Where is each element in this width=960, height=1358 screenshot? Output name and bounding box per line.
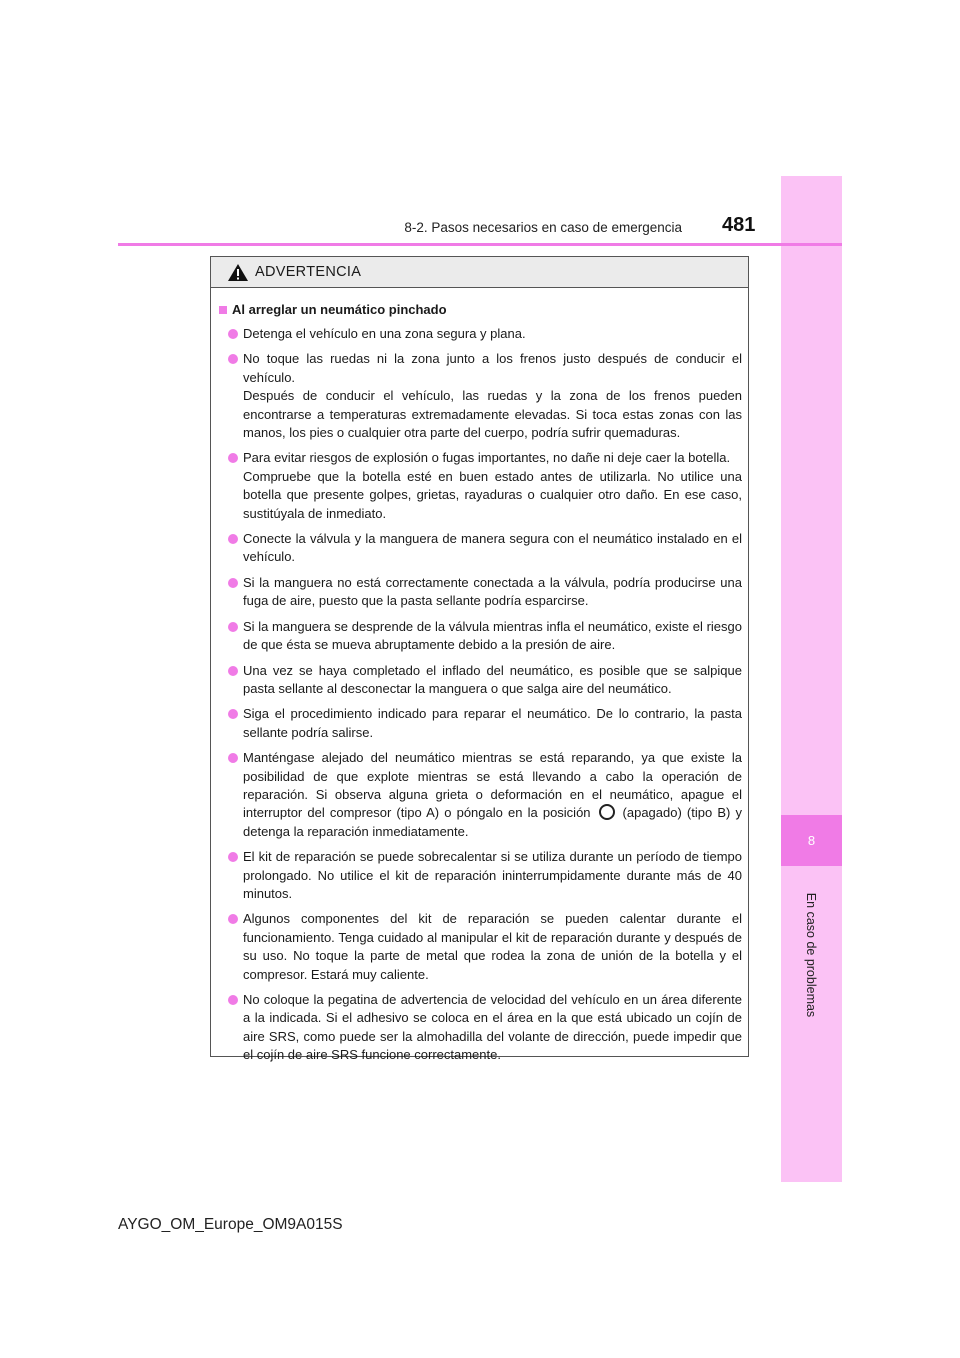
bullet-icon: [228, 354, 238, 364]
bullet-icon: [228, 914, 238, 924]
list-item-text: Para evitar riesgos de explosión o fugas importantes, no dañe ni deje caer la botella. Compruebe que la botella esté en buen estado antes de utilizarla. No utilice una botella que presente golpes, grietas, rayaduras o cualquier otro daño. En ese caso, sustitúyala de inmediato.: [243, 450, 742, 521]
chapter-number: 8: [807, 833, 816, 848]
list-item-text: Siga el procedimiento indicado para reparar el neumático. De lo contrario, la pasta sellante podría salirse.: [243, 706, 742, 740]
list-item: [219, 449, 742, 523]
chapter-label: En caso de problemas: [804, 892, 819, 1018]
list-item-text: Algunos componentes del kit de reparación se pueden calentar durante el funcionamiento. Tenga cuidado al manipular el kit de reparación durante y después de su uso. No toque la parte de metal que rodea la zona de unión de la botella y el compresor. Estará muy caliente.: [243, 911, 742, 982]
list-item-text: Una vez se haya completado el inflado del neumático, es posible que se salpique pasta sellante al desconectar la manguera o que salga aire del neumático.: [243, 662, 742, 696]
list-item: [219, 325, 742, 343]
bullet-icon: [228, 753, 238, 763]
bullet-icon: [228, 534, 238, 544]
bullet-icon: [228, 709, 238, 719]
list-item: [219, 618, 742, 655]
warning-header: [211, 257, 748, 288]
list-item-text: No coloque la pegatina de advertencia de velocidad del vehículo en un área diferente a la indicada. Si el adhesivo se coloca en el área en la que está ubicado un cojín de aire SRS, como puede ser la almohadilla del volante de dirección, puede impedir que el cojín de aire SRS funcione correctamente.: [243, 992, 742, 1063]
power-off-icon: [599, 804, 615, 820]
warning-triangle-icon: [227, 263, 249, 282]
list-item: [219, 705, 742, 742]
list-item: [219, 848, 742, 903]
list-item: [219, 749, 742, 841]
bullet-icon: [228, 578, 238, 588]
warning-box: [210, 256, 749, 1063]
bullet-icon: [228, 995, 238, 1005]
list-item-text: No toque las ruedas ni la zona junto a los frenos justo después de conducir el vehículo. Después de conducir el vehículo, las ruedas y la zona de los frenos pueden encontrarse a temperaturas extremadamente elevadas. Si toca estas zonas con las manos, los pies o cualquier otra parte del cuerpo, podría sufrir quemaduras.: [243, 351, 742, 441]
square-bullet-icon: [219, 306, 227, 314]
page-number: 481: [722, 214, 756, 236]
warning-list: [219, 325, 742, 1065]
section-title: 8-2. Pasos necesarios en caso de emergencia: [404, 220, 682, 235]
document-code: AYGO_OM_Europe_OM9A015S: [118, 1216, 343, 1233]
bullet-icon: [228, 329, 238, 339]
list-item: [219, 530, 742, 567]
list-item-text: (apagado) (tipo B) y detenga la reparación inmediatamente.: [243, 805, 742, 839]
list-item-text: Detenga el vehículo en una zona segura y plana.: [243, 326, 526, 341]
list-item-text: Manténgase alejado del neumático mientras se está reparando, ya que existe la posibilidad de que explote mientras se está llevando a cabo la operación de reparación. Si observa alguna grieta o deformación en el neumático, apague el interruptor del compresor (tipo A) o póngalo en la posición: [243, 750, 742, 821]
warning-title: ADVERTENCIA: [255, 264, 362, 280]
warning-section-heading: [219, 302, 742, 317]
chapter-number-tab[interactable]: [781, 815, 842, 866]
chapter-label-container: [788, 875, 834, 1035]
list-item: [219, 574, 742, 611]
bullet-icon: [228, 666, 238, 676]
list-item-text: Conecte la válvula y la manguera de manera segura con el neumático instalado en el vehículo.: [243, 531, 742, 565]
list-item-text: Si la manguera se desprende de la válvula mientras infla el neumático, existe el riesgo de que ésta se mueva abruptamente debido a la presión de aire.: [243, 618, 742, 653]
header-divider: [118, 243, 842, 246]
list-item: [219, 991, 742, 1065]
list-item: [219, 910, 742, 984]
list-item-text: Si la manguera no está correctamente conectada a la válvula, podría producirse una fuga de aire, puesto que la pasta sellante podría esparcirse.: [243, 574, 742, 609]
warning-body: [211, 288, 748, 1065]
section-heading-text: Al arreglar un neumático pinchado: [232, 302, 447, 317]
bullet-icon: [228, 852, 238, 862]
list-item-text: El kit de reparación se puede sobrecalentar si se utiliza durante un período de tiempo prolongado. No utilice el kit de reparación ininterrumpidamente durante más de 40 minutos.: [243, 849, 742, 901]
list-item: [219, 350, 742, 442]
list-item: [219, 662, 742, 699]
bullet-icon: [228, 453, 238, 463]
bullet-icon: [228, 622, 238, 632]
